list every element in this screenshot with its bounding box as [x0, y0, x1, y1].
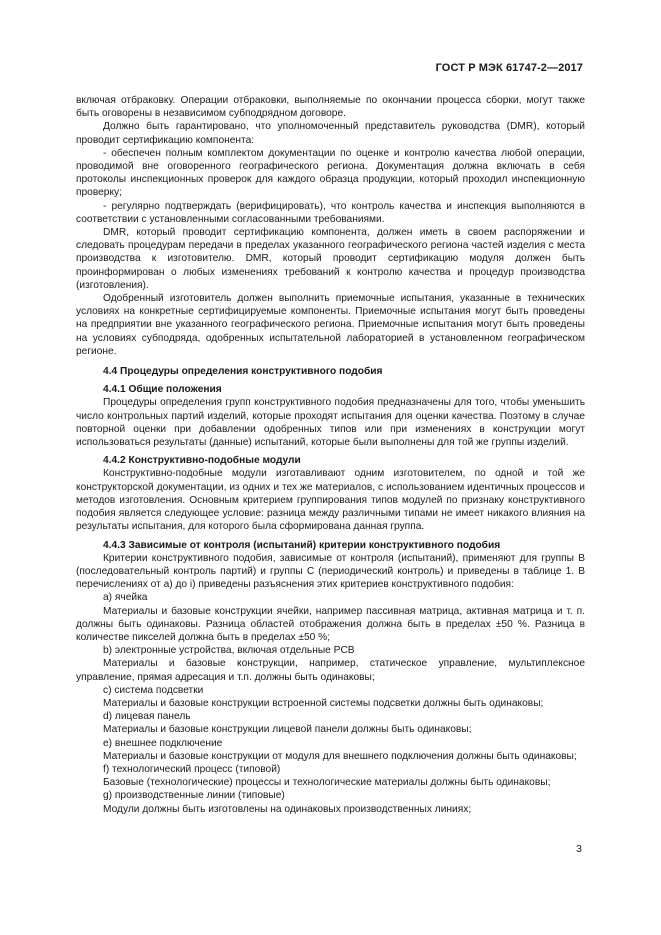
list-item-text: Модули должны быть изготовлены на одинаковых производственных линиях; — [103, 803, 472, 815]
paragraph: Процедуры определения групп конструктивного подобия предназначены для того, чтобы уменьшить число контрольных партий изделий, которые проходят испытания для оценки качества. Поэтому в случае повторной оценки при добавлении одобренных типов или при изменениях в конструкции могут использоваться результаты (данные) испытаний, которые были выполнены для той же группы изделий. — [76, 397, 585, 449]
list-item-label: d) лицевая панель — [103, 711, 191, 723]
section-heading-4-4: 4.4 Процедуры определения конструктивного подобия — [103, 366, 383, 378]
paragraph: Критерии конструктивного подобия, зависимые от контроля (испытаний), применяют для группы B (последовательный контроль партий) и группы C (периодический контроль) и приведены в таблице 1. В перечислениях от a) до i) приведены разъяснения этих критериев конструктивного подобия: — [76, 552, 585, 591]
list-item-text: Материалы и базовые конструкции встроенной системы подсветки должны быть одинаковы; — [103, 697, 544, 709]
paragraph: Одобренный изготовитель должен выполнить приемочные испытания, указанные в технических условиях на конкретные сертифицируемые компоненты. Приемочные испытания могут быть проведены на предприятии вне указанного географического региона. Приемочные испытания могут быть проведены на условиях субподряда, одобренных испытательной лабораторией в установленном географическом регионе. — [76, 293, 585, 357]
list-item-label: b) электронные устройства, включая отдельные PCB — [103, 645, 355, 657]
list-item-label: c) система подсветки — [103, 684, 204, 696]
page-number: 3 — [576, 843, 582, 855]
list-item-text: Базовые (технологические) процессы и технологические материалы должны быть одинаковы; — [103, 777, 551, 789]
section-heading-4-4-1: 4.4.1 Общие положения — [103, 384, 222, 396]
paragraph: DMR, который проводит сертификацию компонента, должен иметь в своем распоряжении и следовать процедурам передачи в пределах указанного географического региона частей изделия с места производства к изготовителю. DMR, который проводит сертификацию модуля должен быть проинформирован о любых изменениях требований к контролю качества и процедур производства (изготовления). — [76, 227, 585, 291]
list-item-label: g) производственные линии (типовые) — [103, 790, 285, 802]
document-body — [76, 94, 585, 816]
paragraph: Должно быть гарантировано, что уполномоченный представитель руководства (DMR), который проводит сертификацию компонента: — [76, 121, 585, 146]
section-heading-4-4-3: 4.4.3 Зависимые от контроля (испытаний) критерии конструктивного подобия — [103, 539, 501, 551]
list-item-text: Материалы и базовые конструкции от модуля для внешнего подключения должны быть одинаковы; — [103, 750, 577, 762]
standard-header: ГОСТ Р МЭК 61747-2—2017 — [435, 62, 583, 74]
list-item-text: Материалы и базовые конструкции лицевой панели должны быть одинаковы; — [103, 724, 472, 736]
section-heading-4-4-2: 4.4.2 Конструктивно-подобные модули — [103, 455, 301, 467]
paragraph: - обеспечен полным комплектом документации по оценке и контролю качества любой операции, проводимой вне оговоренного географического региона. Документация должна включать в себя протоколы инспекционных проверок для каждого образца продукции, который проходил инспекционную проверку; — [76, 147, 585, 199]
list-item-label: e) внешнее подключение — [103, 737, 223, 749]
paragraph: Конструктивно-подобные модули изготавливают одним изготовителем, по одной и той же конструкторской документации, из одних и тех же материалов, с использованием идентичных процессов и методов изготовления. Основным критерием группирования типов модулей по признаку конструктивного подобия является следующее условие: разница между различными типами не имеет никакого влияния на результаты испытания, для которого была сформирована данная группа. — [76, 468, 585, 533]
list-item-text: Материалы и базовые конструкции ячейки, например пассивная матрица, активная матрица и т. п. должны быть одинаковы. Разница областей отображения должна быть в пределах ±50 %. Разница в количестве пикселей должна быть в пределах ±50 %; — [76, 605, 585, 643]
list-item-text: Материалы и базовые конструкции, например, статическое управление, мультиплексное управление, прямая адресация и т.п. должны быть одинаковы; — [76, 658, 585, 683]
list-item-label: a) ячейка — [103, 592, 148, 604]
paragraph: включая отбраковку. Операции отбраковки, выполняемые по окончании процесса сборки, могут также быть оговорены в независимом субподрядном договоре. — [76, 95, 585, 120]
paragraph: - регулярно подтверждать (верифицировать), что контроль качества и инспекция выполняются в соответствии с установленными согласованными требованиями. — [76, 200, 585, 225]
list-item-label: f) технологический процесс (типовой) — [103, 763, 281, 775]
